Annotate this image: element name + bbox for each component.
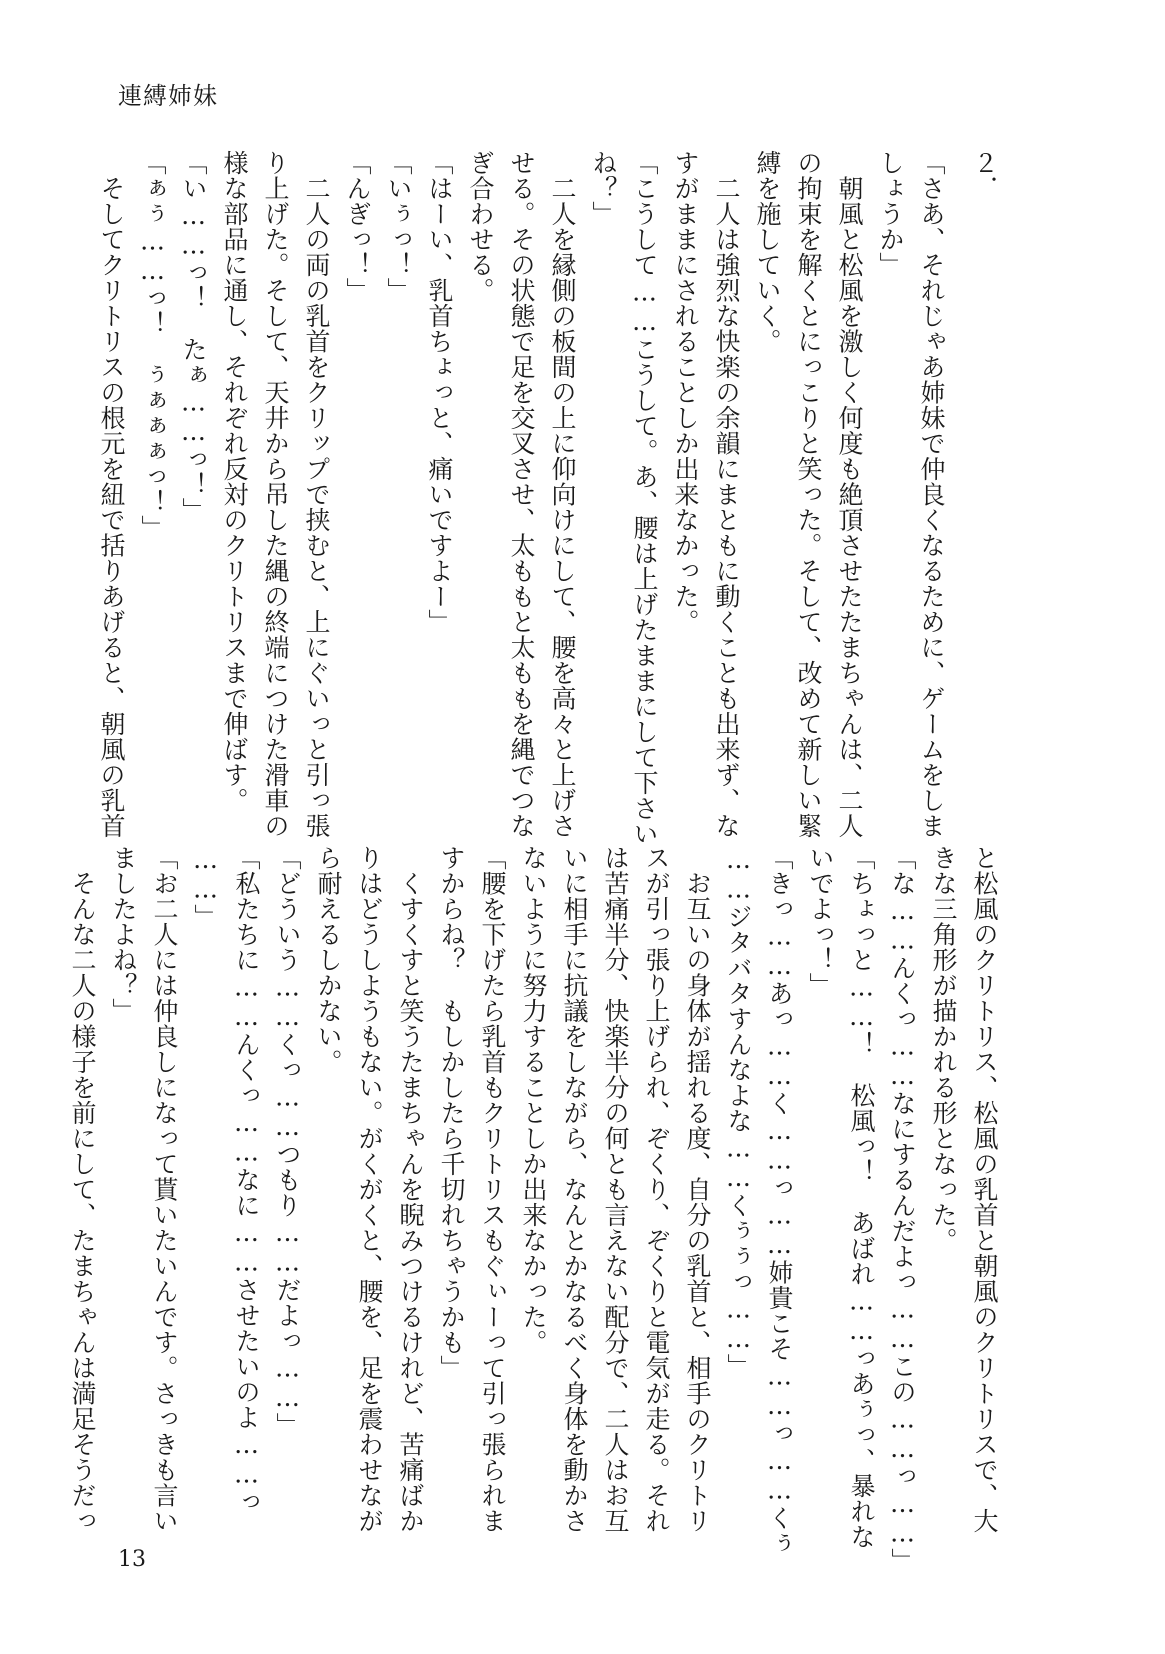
text-line: しょうか」 <box>876 150 905 278</box>
text-line: くすくすと笑うたまちゃんを睨みつけるけれど、苦痛ばか <box>396 845 425 1534</box>
text-line: すからね？ もしかしたら千切れちゃうかも」 <box>437 845 466 1381</box>
text-line: 二人を縁側の板間の上に仰向けにして、腰を高々と上げさ <box>548 150 577 839</box>
text-line: 「な……んくっ……なにするんだよっ……この……っ……」 <box>888 845 917 1574</box>
upper-lines-container <box>91 150 952 847</box>
text-line: 「はーい、乳首ちょっと、痛いですよー」 <box>425 150 454 635</box>
text-line: りはどうしようもない。がくがくと、腰を、足を震わせなが <box>355 845 384 1534</box>
text-line: 「いぅっ！」 <box>384 150 413 303</box>
page-number: 13 <box>118 1547 146 1572</box>
text-line: 「お二人には仲良しになって貰いたいんです。さっきも言い <box>150 845 179 1534</box>
text-line: ぎ合わせる。 <box>466 150 495 303</box>
text-line: すがままにされることしか出来なかった。 <box>671 150 700 635</box>
text-line: ……ジタバタすんなよな……くぅぅっ……」 <box>724 845 753 1379</box>
text-line: ましたよね？」 <box>109 845 138 1024</box>
text-line: ……」 <box>191 845 220 930</box>
text-line: 「い……っ！ たぁ……っ！」 <box>179 150 208 523</box>
text-line: いでよっ！」 <box>806 845 835 998</box>
text-line: 「私たちに……んくっ……なに……させたいのよ……っ <box>232 845 261 1515</box>
text-line: は苦痛半分、快楽半分の何とも言えない配分で、二人はお互 <box>601 845 630 1534</box>
text-line: きな三角形が描かれる形となった。 <box>929 845 958 1253</box>
text-line: 「さあ、それじゃあ姉妹で仲良くなるために、ゲームをしま <box>917 150 946 839</box>
text-line: 「ぁぅ……っ！ ぅぁぁぁっ！」 <box>138 150 167 541</box>
text-line: ね？」 <box>589 150 618 227</box>
text-line: 朝風と松風を激しく何度も絶頂させたたまちゃんは、二人 <box>835 150 864 839</box>
text-line: せる。その状態で足を交叉させ、太ももと太ももを縄でつな <box>507 150 536 839</box>
text-line: 「きっ……あっ……く……っ……姉貴こそ……っ……くぅ <box>765 845 794 1556</box>
text-line: 「ちょっと……！ 松風っ！ あばれ……っあぅっ、暴れな <box>847 845 876 1550</box>
text-line: 縛を施していく。 <box>753 150 782 354</box>
text-block-upper <box>97 150 1005 847</box>
text-line: ないように努力することしか出来なかった。 <box>519 845 548 1355</box>
text-line: そんな二人の様子を前にして、たまちゃんは満足そうだっ <box>68 845 97 1534</box>
text-line: り上げた。そして、天井から吊した縄の終端につけた滑車の <box>261 150 290 839</box>
text-line: 様な部品に通し、それぞれ反対のクリトリスまで伸ばす。 <box>220 150 249 813</box>
text-line: 「腰を下げたら乳首もクリトリスもぐぃーって引っ張られま <box>478 845 507 1534</box>
text-line: ら耐えるしかない。 <box>314 845 343 1075</box>
section-number: ２． <box>970 150 999 201</box>
text-line: 「こうして……こうして。あ、腰は上げたままにして下さい <box>630 150 659 847</box>
text-line: スが引っ張り上げられ、ぞくり、ぞくりと電気が走る。それ <box>642 845 671 1534</box>
text-line: お互いの身体が揺れる度、自分の乳首と、相手のクリトリ <box>683 845 712 1534</box>
text-line: 「どういう……くっ……つもり……だよっ……」 <box>273 845 302 1438</box>
text-line: 二人の両の乳首をクリップで挟むと、上にぐいっと引っ張 <box>302 150 331 839</box>
text-line: 二人は強烈な快楽の余韻にまともに動くことも出来ず、な <box>712 150 741 839</box>
text-line: と松風のクリトリス、松風の乳首と朝風のクリトリスで、大 <box>970 845 999 1534</box>
text-line: の拘束を解くとにっこりと笑った。そして、改めて新しい緊 <box>794 150 823 839</box>
running-header-title: 連縛姉妹 <box>118 82 218 110</box>
text-line: 「んぎっ！」 <box>343 150 372 303</box>
text-line: そしてクリトリスの根元を紐で括りあげると、朝風の乳首 <box>97 150 126 839</box>
text-line: いに相手に抗議をしながら、なんとかなるべく身体を動かさ <box>560 845 589 1534</box>
